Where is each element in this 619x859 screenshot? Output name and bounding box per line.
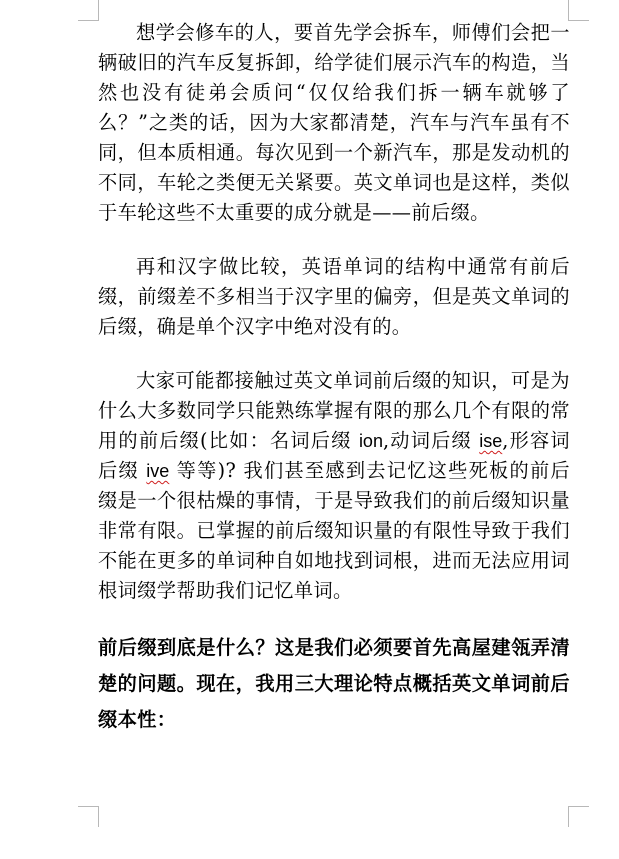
paragraph-spacing [98,606,570,630]
paragraph-car-analogy[interactable]: 想学会修车的人，要首先学会拆车，师傅们会把一辆破旧的汽车反复拆卸，给学徒们展示汽车的构造，当然也没有徒弟会质问“仅仅给我们拆一辆车就够了么？”之类的话，因为大家都清楚，汽车与汽车虽有不同，但本质相通。每次见到一个新汽车，那是发动机的不同，车轮之类便无关紧要。英文单词也是这样，类似于车轮这些不太重要的成分就是——前后缀。 [98,21,570,224]
paragraph-affix-knowledge[interactable] [98,366,570,606]
paragraph-text-segment: ,形容词后缀 [98,429,570,482]
paragraph-spacing [98,228,570,252]
paragraph-spacing [98,342,570,366]
document-body[interactable] [98,18,570,738]
page-corner-mark-bottom-right [568,806,589,827]
page-corner-mark-top-left [78,0,99,21]
suffix-word-ive: ive [146,461,170,481]
paragraph-bold-question[interactable]: 前后缀到底是什么？这是我们必须要首先高屋建瓴弄清楚的问题。现在，我用三大理论特点概括英文单词前后缀本性： [98,636,570,731]
paragraph-text-segment: 大家可能都接触过英文单词前后缀的知识，可是为什么大多数同学只能熟练掌握有限的那么几个有限的常用的前后缀(比如：名词后缀 [98,369,570,452]
paragraph-text-segment: ,动词后缀 [382,429,480,452]
paragraph-chinese-comparison[interactable]: 再和汉字做比较，英语单词的结构中通常有前后缀，前缀差不多相当于汉字里的偏旁，但是英文单词的后缀，确是单个汉字中绝对没有的。 [98,255,570,338]
suffix-word-ise: ise [479,431,503,451]
paragraph-text-segment: 等等)? 我们甚至感到去记忆这些死板的前后缀是一个很枯燥的事情，于是导致我们的前后缀知识量非常有限。已掌握的前后缀知识量的有限性导致于我们不能在更多的单词种自如地找到词根，进而无法应用词根词缀学帮助我们记忆单词。 [98,459,570,602]
page-corner-mark-bottom-left [78,806,99,827]
page-corner-mark-top-right [568,0,589,21]
suffix-word-ion: ion [358,431,383,451]
